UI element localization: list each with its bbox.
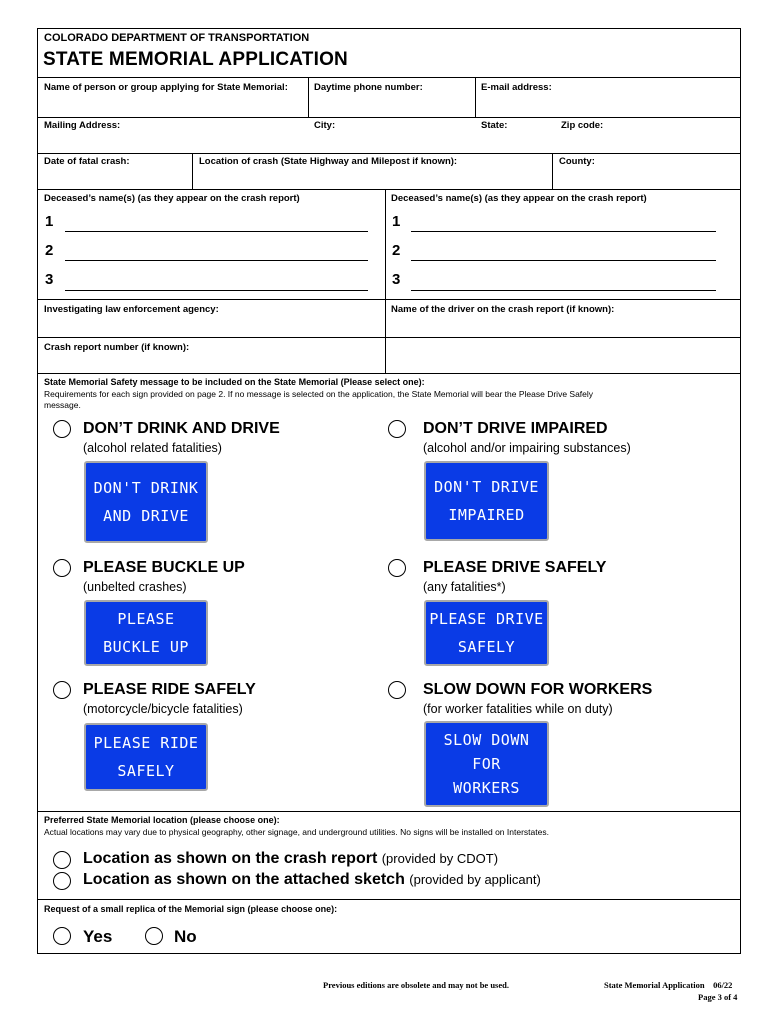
option-ride-safely-title: PLEASE RIDE SAFELY [83,681,256,698]
law-agency-label: Investigating law enforcement agency: [44,304,219,315]
sign-please-drive-safely [424,600,549,666]
sign-text-line: SAFELY [457,638,516,656]
sign-text-line: FOR [472,755,501,773]
replica-heading: Request of a small replica of the Memorial sign (please choose one): [44,904,338,914]
driver-name-field[interactable] [386,317,740,337]
footer-page-number: Page 3 of 4 [698,992,738,1002]
county-label: County: [559,156,595,167]
row-number-2: 2 [45,242,54,259]
sign-text-line: DON'T DRINK [93,479,199,497]
zip-field[interactable] [558,133,740,153]
crash-date-label: Date of fatal crash: [44,156,130,167]
sign-slow-down-for-workers [424,721,549,807]
location-option-crash-report-provider: (provided by CDOT) [381,851,499,866]
state-field[interactable] [476,133,556,153]
option-dont-drive-impaired-subtitle: (alcohol and/or impairing substances) [423,441,631,455]
radio-dont-drive-impaired[interactable] [388,420,406,438]
sign-please-buckle-up [84,600,208,666]
deceased-names-left-label: Deceased’s name(s) (as they appear on the crash report) [44,193,300,204]
footer-obsolete-notice: Previous editions are obsolete and may not be used. [323,980,509,990]
agency-name: COLORADO DEPARTMENT OF TRANSPORTATION [44,32,310,44]
radio-location-crash-report[interactable] [53,851,71,869]
email-field[interactable] [476,95,740,116]
option-ride-safely-subtitle: (motorcycle/bicycle fatalities) [83,702,243,716]
option-drive-safely-title: PLEASE DRIVE SAFELY [423,559,607,576]
deceased-name-right-3[interactable] [411,290,716,291]
radio-replica-no[interactable] [145,927,163,945]
sign-text-line: SAFELY [117,762,175,780]
option-slow-down-subtitle: (for worker fatalities while on duty) [423,702,613,716]
location-heading: Preferred State Memorial location (please choose one): [44,815,280,825]
radio-please-buckle-up[interactable] [53,559,71,577]
sign-dont-drive-impaired [424,461,549,541]
deceased-name-left-2[interactable] [65,260,368,261]
deceased-name-left-1[interactable] [65,231,368,232]
applicant-name-label: Name of person or group applying for State Memorial: [44,82,288,93]
crash-location-field[interactable] [193,169,551,188]
row-number-1: 1 [45,213,54,230]
radio-location-attached-sketch[interactable] [53,872,71,890]
crash-location-label: Location of crash (State Highway and Milepost if known): [199,156,458,167]
sign-dont-drink-and-drive [84,461,208,543]
sign-text-line: IMPAIRED [448,506,525,524]
mailing-address-field[interactable] [39,133,307,153]
safety-note-line1: Requirements for each sign provided on page 2. If no message is selected on the application, the State Memorial will bear the Please Drive Safely [44,389,594,399]
option-buckle-up-title: PLEASE BUCKLE UP [83,559,245,576]
daytime-phone-label: Daytime phone number: [314,82,423,93]
daytime-phone-field[interactable] [309,95,474,116]
location-option-attached-sketch-text: Location as shown on the attached sketch [83,871,405,888]
option-dont-drink-subtitle: (alcohol related fatalities) [83,441,222,455]
law-agency-field[interactable] [39,317,384,337]
driver-name-label: Name of the driver on the crash report (if known): [391,304,615,315]
option-drive-safely-subtitle: (any fatalities*) [423,580,506,594]
deceased-name-left-3[interactable] [65,290,368,291]
sign-text-line: PLEASE [117,610,175,628]
sign-text-line: DON'T DRIVE [434,478,539,496]
location-option-attached-sketch [83,871,541,889]
deceased-name-right-2[interactable] [411,260,716,261]
location-option-attached-sketch-provider: (provided by applicant) [409,872,541,887]
location-option-crash-report [83,850,498,868]
crash-date-field[interactable] [39,169,191,188]
county-field[interactable] [553,169,740,188]
row-number-3-right: 3 [392,271,401,288]
option-slow-down-title: SLOW DOWN FOR WORKERS [423,681,653,698]
radio-please-ride-safely[interactable] [53,681,71,699]
radio-slow-down-for-workers[interactable] [388,681,406,699]
state-label: State: [481,120,508,131]
option-buckle-up-subtitle: (unbelted crashes) [83,580,187,594]
deceased-name-right-1[interactable] [411,231,716,232]
footer-form-name: State Memorial Application 06/22 [604,980,733,990]
location-option-crash-report-text: Location as shown on the crash report [83,850,378,867]
row-number-1-right: 1 [392,213,401,230]
sign-text-line: PLEASE DRIVE [429,610,544,628]
email-label: E-mail address: [481,82,552,93]
applicant-name-field[interactable] [39,95,307,116]
sign-text-line: WORKERS [453,779,520,797]
sign-text-line: AND DRIVE [103,507,189,525]
sign-please-ride-safely [84,723,208,791]
sign-text-line: SLOW DOWN [443,731,530,749]
radio-dont-drink-and-drive[interactable] [53,420,71,438]
row-number-3: 3 [45,271,54,288]
radio-replica-yes[interactable] [53,927,71,945]
zip-label: Zip code: [561,120,604,131]
radio-please-drive-safely[interactable] [388,559,406,577]
sign-text-line: BUCKLE UP [103,638,189,656]
city-label: City: [314,120,336,131]
safety-heading: State Memorial Safety message to be included on the State Memorial (Please select one): [44,377,425,387]
city-field[interactable] [309,133,474,153]
mailing-address-label: Mailing Address: [44,120,121,131]
sign-text-line: PLEASE RIDE [93,734,199,752]
replica-no-label: No [174,927,197,946]
application-form [37,28,741,954]
location-note: Actual locations may vary due to physical geography, other signage, and underground utilities. No signs will be installed on Interstates. [44,827,549,837]
row-number-2-right: 2 [392,242,401,259]
deceased-names-right-label: Deceased’s name(s) (as they appear on the crash report) [391,193,647,204]
option-dont-drink-title: DON’T DRINK AND DRIVE [83,420,280,437]
replica-yes-label: Yes [83,927,113,946]
crash-report-number-label: Crash report number (if known): [44,342,190,353]
safety-note-line2: message. [44,400,81,410]
crash-report-number-field[interactable] [39,355,384,373]
option-dont-drive-impaired-title: DON’T DRIVE IMPAIRED [423,420,608,437]
form-title: STATE MEMORIAL APPLICATION [43,49,348,70]
